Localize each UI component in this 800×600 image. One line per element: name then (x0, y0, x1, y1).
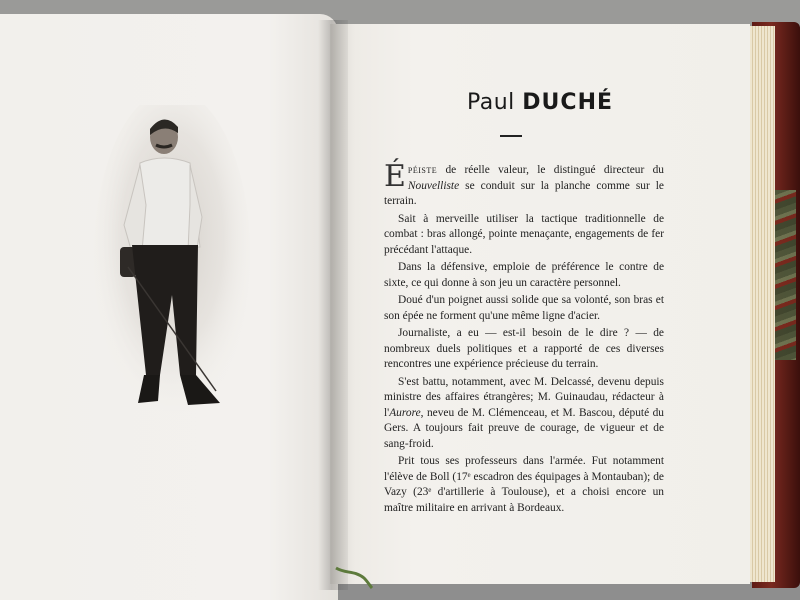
title-rule (500, 135, 522, 137)
paragraph-1-text-a: de réelle valeur, le distingué directeur du (437, 164, 664, 176)
lead-word: péiste (407, 164, 438, 176)
paragraph-3: Dans la défensive, emploie de préférence le contre de sixte, ce qui donne à son jeu un caractère personnel. (384, 261, 664, 289)
drop-cap: É (384, 159, 406, 194)
newspaper-aurore: Aurore (389, 406, 421, 419)
paragraph-4: Doué d'un poignet aussi solide que sa volonté, son bras et son épée ne forment qu'une même ligne d'acier. (384, 294, 664, 322)
newspaper-name: Nouvelliste (407, 179, 460, 192)
fencer-portrait (92, 105, 252, 435)
paragraph-6-text-a: S'est battu, notamment, avec M. Delcassé, devenu depuis ministre des affaires étrangères; M. Guinaudau, rédacteur à l' (384, 375, 664, 419)
article-body (384, 159, 664, 518)
bookmark-ribbon (334, 566, 374, 590)
paragraph-1 (384, 159, 664, 210)
page-edges (748, 26, 775, 582)
paragraph-6-text-b: , neveu de M. Clémenceau, et M. Bascou, député du Gers. A toujours fait preuve de courage, de vigueur et de sang-froid. (384, 406, 664, 450)
paragraph-6 (384, 375, 664, 453)
paragraph-5: Journaliste, a eu — est-il besoin de le dire ? — de nombreux duels politiques et a rapporté de ces diverses rencontres une expérience précieuse du terrain. (384, 327, 664, 370)
paragraph-1-text-b: se conduit sur la planche comme sur le terrain. (384, 179, 664, 207)
marbled-edge (772, 190, 796, 360)
title-first-name: Paul (466, 90, 515, 115)
title-last-name: DUCHÉ (522, 90, 614, 115)
paragraph-7: Prit tous ses professeurs dans l'armée. Fut notamment l'élève de Boll (17ᵉ escadron des équipages à Montauban); de Vazy (23ᵉ d'artillerie à Toulouse), et a choisi encore un maître militaire en arrivant à Bordeaux. (384, 455, 664, 514)
page-title (330, 90, 750, 115)
paragraph-2: Sait à merveille utiliser la tactique traditionnelle de combat : bras allongé, pointe menaçante, engagements de fer précédant l'attaque. (384, 212, 664, 256)
